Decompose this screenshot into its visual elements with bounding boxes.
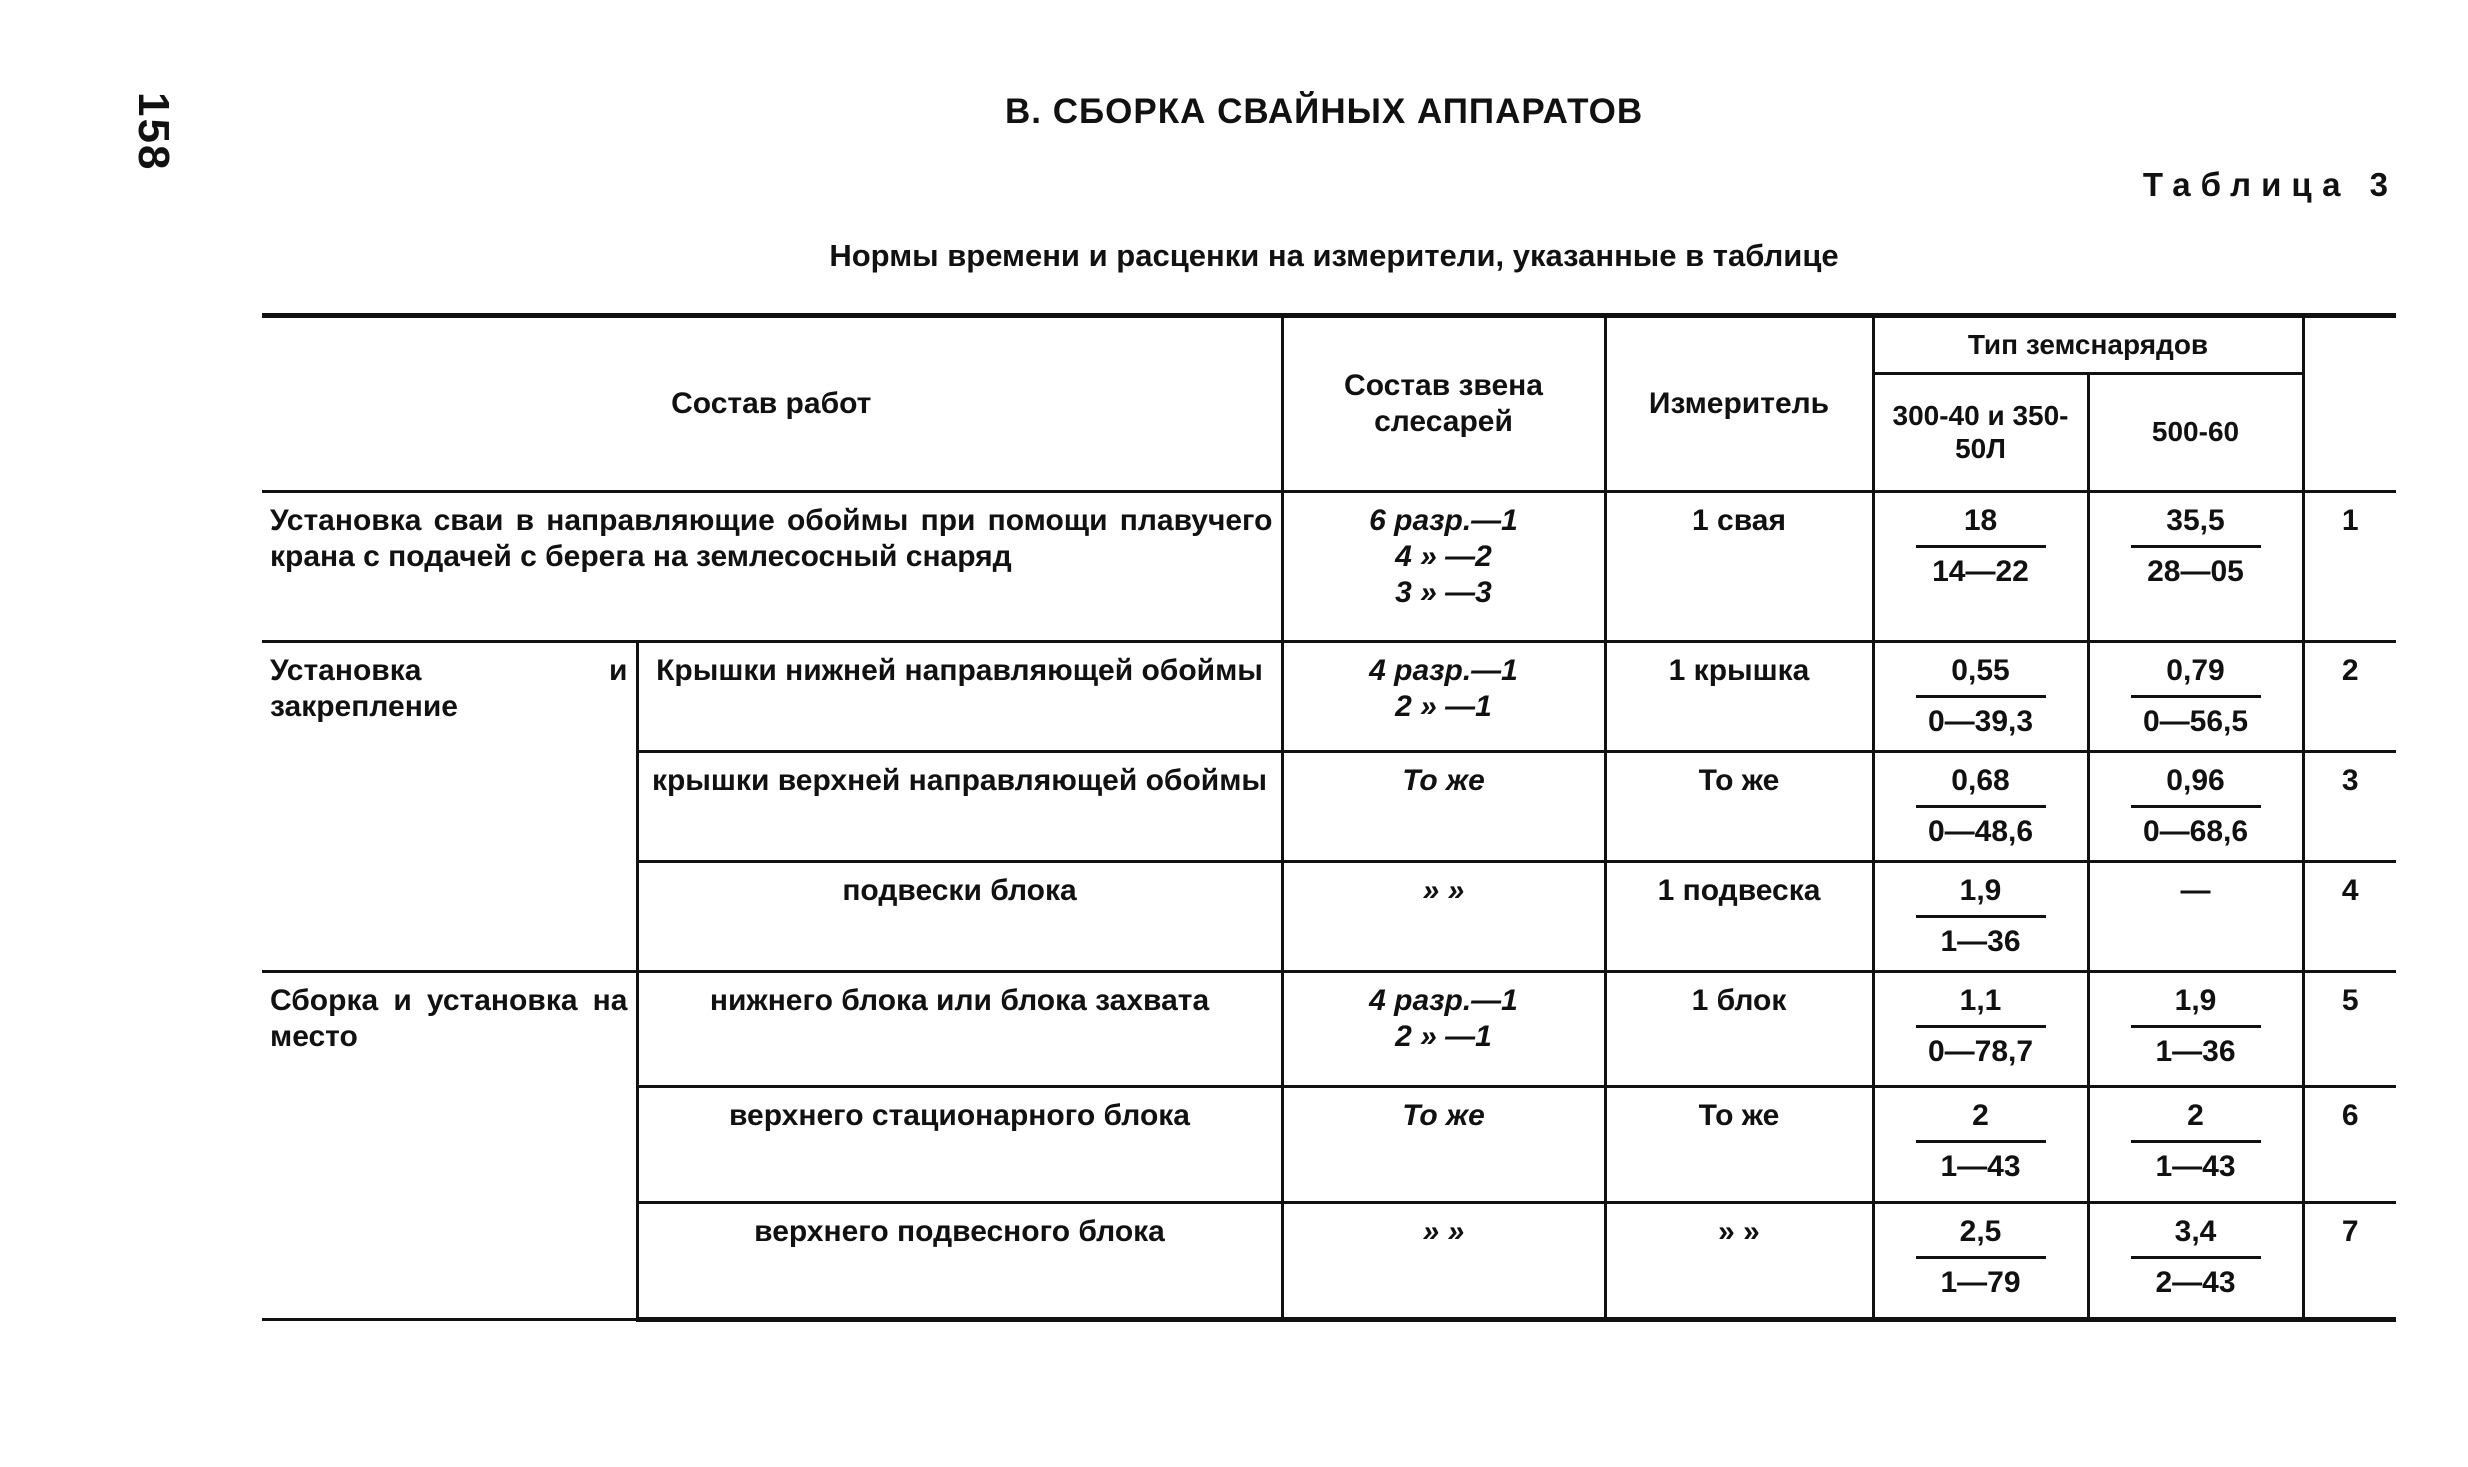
- norms-table: [262, 313, 2396, 1322]
- norm-type-a: [1873, 971, 2088, 1086]
- header-work: Состав работ: [262, 316, 1282, 492]
- unit-cell: 1 блок: [1605, 971, 1873, 1086]
- work-description: верхнего подвесного блока: [637, 1202, 1282, 1319]
- rate: 1—43: [2155, 1149, 2236, 1183]
- rate: 1—43: [1940, 1149, 2021, 1183]
- fraction: [2131, 503, 2261, 590]
- norm-type-b: [2088, 491, 2303, 641]
- unit-cell: 1 свая: [1605, 491, 1873, 641]
- norm-type-b: [2088, 751, 2303, 861]
- row-number: 3: [2303, 751, 2396, 861]
- work-description: подвески блока: [637, 861, 1282, 971]
- crew-composition: 4 разр.—1 2 » —1: [1282, 971, 1605, 1086]
- row-number: 5: [2303, 971, 2396, 1086]
- time-norm: 2,5: [1916, 1214, 2046, 1259]
- time-norm: 1,1: [1916, 983, 2046, 1028]
- rate: 0—78,7: [1927, 1034, 2034, 1068]
- work-group: Сборка и установка на место: [262, 971, 637, 1319]
- header-type-b: 500-60: [2088, 373, 2303, 491]
- fraction: [2131, 1098, 2261, 1185]
- time-norm: 1,9: [1916, 873, 2046, 918]
- page-number: 158: [129, 92, 178, 172]
- fraction: [2131, 763, 2261, 850]
- row-number: 2: [2303, 641, 2396, 751]
- section-title: В. СБОРКА СВАЙНЫХ АППАРАТОВ: [1005, 92, 1644, 131]
- rate: 1—36: [1940, 924, 2021, 958]
- unit-cell: 1 подвеска: [1605, 861, 1873, 971]
- fraction: [1916, 1098, 2046, 1185]
- rate: 0—48,6: [1927, 814, 2034, 848]
- crew-composition: » »: [1282, 1202, 1605, 1319]
- fraction: [1916, 1214, 2046, 1301]
- norm-type-b: [2088, 971, 2303, 1086]
- time-norm: 0,55: [1916, 653, 2046, 698]
- work-description: крышки верхней направляющей обоймы: [637, 751, 1282, 861]
- table-label: Таблица 3: [2142, 166, 2398, 203]
- fraction: [2131, 653, 2261, 740]
- rate: 28—05: [2147, 554, 2244, 588]
- rate: 0—39,3: [1927, 704, 2034, 738]
- fraction: [2131, 1214, 2261, 1301]
- norm-type-a: [1873, 491, 2088, 641]
- time-norm: 1,9: [2131, 983, 2261, 1028]
- norm-type-a: [1873, 1202, 2088, 1319]
- header-unit: Измеритель: [1605, 316, 1873, 492]
- crew-composition: То же: [1282, 751, 1605, 861]
- rate: 0—56,5: [2142, 704, 2249, 738]
- norm-type-b: [2088, 641, 2303, 751]
- time-norm: 0,79: [2131, 653, 2261, 698]
- crew-composition: 4 разр.—1 2 » —1: [1282, 641, 1605, 751]
- work-description: Установка сваи в направляющие обоймы при помощи плавучего крана с подачей с берега на землесосный снаряд: [262, 491, 1282, 641]
- rate: 2—43: [2155, 1265, 2236, 1299]
- rate: 14—22: [1932, 554, 2029, 588]
- time-norm: 18: [1916, 503, 2046, 548]
- work-description: Крышки нижней направляющей обоймы: [637, 641, 1282, 751]
- fraction: [1916, 503, 2046, 590]
- unit-cell: То же: [1605, 1086, 1873, 1202]
- time-norm: 0,68: [1916, 763, 2046, 808]
- norm-type-a: [1873, 1086, 2088, 1202]
- work-group: Установка и закрепление: [262, 641, 637, 971]
- table-row: [262, 641, 2396, 751]
- work-description: верхнего стационарного блока: [637, 1086, 1282, 1202]
- norm-type-a: [1873, 751, 2088, 861]
- norm-type-a: [1873, 641, 2088, 751]
- table-row: [262, 491, 2396, 641]
- time-norm: 35,5: [2131, 503, 2261, 548]
- time-norm: 0,96: [2131, 763, 2261, 808]
- header-crew: Состав звена слесарей: [1282, 316, 1605, 492]
- fraction: [1916, 653, 2046, 740]
- row-number: 6: [2303, 1086, 2396, 1202]
- rate: 1—36: [2155, 1034, 2236, 1068]
- row-number: 4: [2303, 861, 2396, 971]
- fraction: [1916, 983, 2046, 1070]
- fraction: [2131, 983, 2261, 1070]
- header-row-1: [262, 316, 2396, 374]
- unit-cell: 1 крышка: [1605, 641, 1873, 751]
- fraction: [1916, 763, 2046, 850]
- header-type-a: 300-40 и 350-50Л: [1873, 373, 2088, 491]
- time-norm: 2: [2131, 1098, 2261, 1143]
- norm-type-b: [2088, 1202, 2303, 1319]
- time-norm: 2: [1916, 1098, 2046, 1143]
- norm-type-b: [2088, 1086, 2303, 1202]
- crew-composition: То же: [1282, 1086, 1605, 1202]
- table-caption: Нормы времени и расценки на измерители, указанные в таблице: [829, 238, 1839, 273]
- header-dredger-type: Тип земснарядов: [1873, 316, 2303, 374]
- crew-composition: 6 разр.—1 4 » —2 3 » —3: [1282, 491, 1605, 641]
- rate: 1—79: [1940, 1265, 2021, 1299]
- row-number: 7: [2303, 1202, 2396, 1319]
- rate: 0—68,6: [2142, 814, 2249, 848]
- row-number: 1: [2303, 491, 2396, 641]
- time-norm: 3,4: [2131, 1214, 2261, 1259]
- unit-cell: То же: [1605, 751, 1873, 861]
- fraction: [1916, 873, 2046, 960]
- table-row: [262, 971, 2396, 1086]
- header-number-col: [2303, 316, 2396, 492]
- norm-type-b-empty: —: [2088, 861, 2303, 971]
- work-description: нижнего блока или блока захвата: [637, 971, 1282, 1086]
- unit-cell: » »: [1605, 1202, 1873, 1319]
- crew-composition: » »: [1282, 861, 1605, 971]
- norm-type-a: [1873, 861, 2088, 971]
